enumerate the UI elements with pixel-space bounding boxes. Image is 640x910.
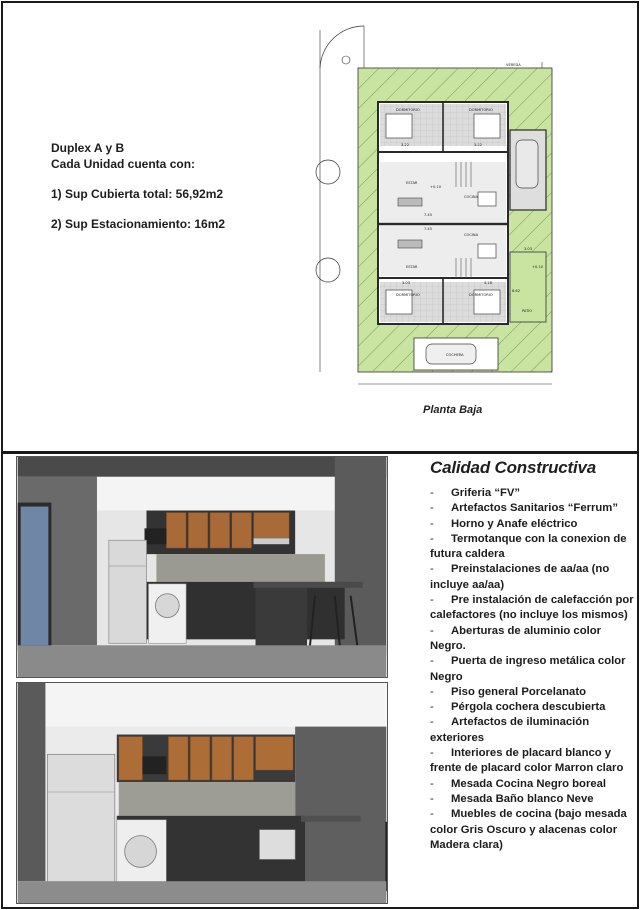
summary-title: Duplex A y B [51, 141, 125, 155]
quality-list [430, 486, 635, 853]
quality-item: - Interiores de placard blanco y frente de placard color Marron claro [430, 747, 624, 775]
quality-item: - Muebles de cocina (bajo mesada color Gris Oscuro y alacenas color Madera clara) [430, 808, 627, 851]
room-label: COCINA [464, 233, 479, 237]
room-label: COCHERA [446, 353, 464, 357]
quality-item: - Mesada Baño blanco Neve [430, 792, 594, 805]
street-label: VEREDA [506, 63, 521, 67]
room-label: DORMITORIO [469, 108, 493, 112]
dimension: 3.22 [401, 143, 410, 147]
dimension: 7.45 [424, 213, 433, 217]
room-label: DORMITORIO [469, 293, 493, 297]
room-label: DORMITORIO [396, 108, 420, 112]
quality-section [430, 458, 635, 853]
quality-item: - Artefactos de iluminación exteriores [430, 716, 590, 744]
room-label: PATIO [522, 309, 533, 313]
quality-item: - Horno y Anafe eléctrico [430, 517, 578, 530]
summary-parking-area: 2) Sup Estacionamiento: 16m2 [51, 217, 226, 231]
floor-plan [306, 22, 576, 400]
dimension: 7.45 [424, 227, 433, 231]
room-label: ESTAR [406, 181, 418, 185]
quality-item: - Griferia “FV” [430, 487, 521, 499]
dimension: 4.18 [484, 281, 493, 285]
dimension: 3.22 [474, 143, 483, 147]
quality-title: Calidad Constructiva [430, 458, 597, 477]
unit-summary [51, 140, 225, 232]
quality-item: - Termotanque con la conexion de futura caldera [430, 532, 627, 561]
quality-item: - Puerta de ingreso metálica color Negro [430, 655, 626, 683]
quality-item: - Piso general Porcelanato [430, 685, 586, 698]
quality-item: - Preinstalaciones de aa/aa (no incluye aa/aa) [430, 563, 610, 591]
quality-item: - Mesada Cocina Negro boreal [430, 777, 607, 790]
room-label: ESTAR [406, 265, 418, 269]
kitchen-render-1 [16, 456, 388, 678]
quality-item: - Aberturas de aluminio color Negro. [430, 624, 602, 652]
dimension: 3.03 [524, 247, 533, 251]
dimension: 8.62 [512, 289, 521, 293]
summary-subtitle: Cada Unidad cuenta con: [51, 157, 196, 171]
room-label: DORMITORIO [396, 293, 420, 297]
plan-caption: Planta Baja [423, 404, 483, 416]
room-label: COCINA [464, 195, 479, 199]
quality-item: - Artefactos Sanitarios “Ferrum” [430, 502, 618, 515]
dimension: 3.03 [402, 281, 411, 285]
kitchen-render-2 [16, 682, 388, 904]
summary-covered-area: 1) Sup Cubierta total: 56,92m2 [51, 187, 224, 201]
quality-item: - Pérgola cochera descubierta [430, 701, 606, 714]
level-mark: +0.10 [532, 265, 544, 269]
level-mark: +0.10 [430, 185, 442, 189]
quality-item: - Pre instalación de calefacción por calefactores (no incluye los mismos) [430, 594, 634, 622]
